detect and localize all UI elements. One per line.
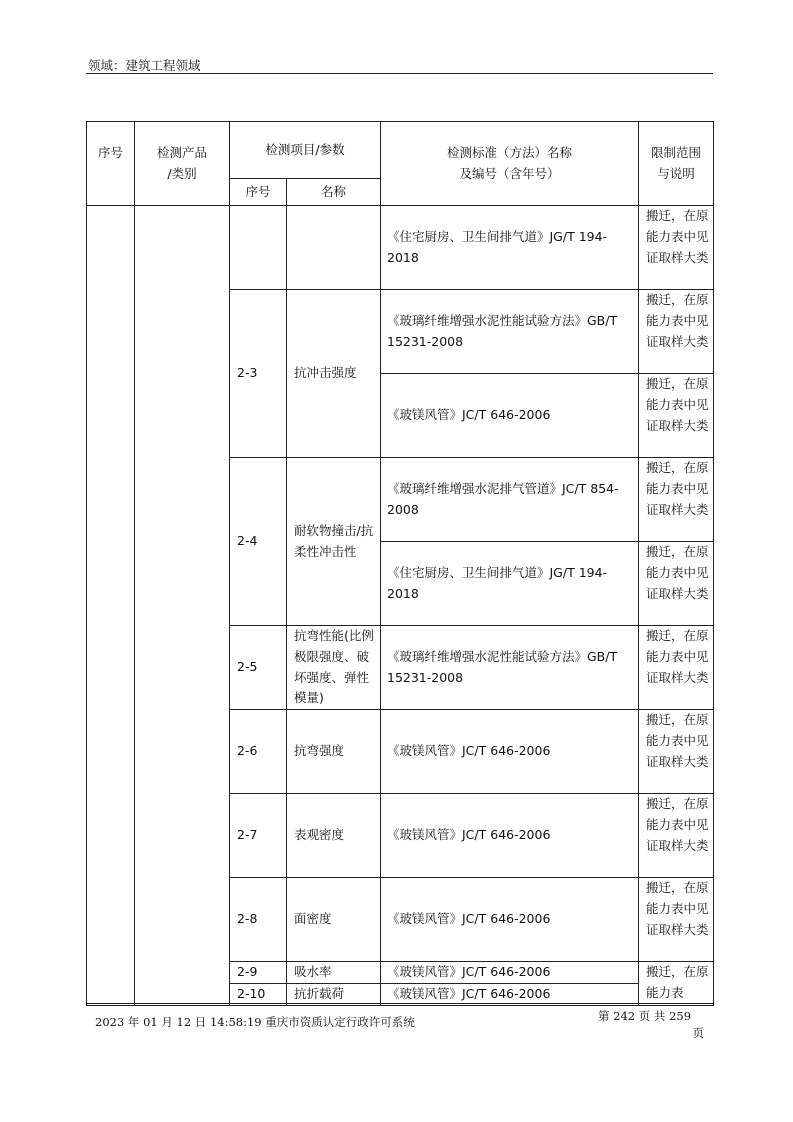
seq-cell-empty — [87, 206, 135, 1006]
item-name: 抗折载荷 — [287, 983, 381, 1005]
item-seq: 2-9 — [230, 962, 287, 984]
item-seq: 2-5 — [230, 626, 287, 710]
standard-cell: 《玻镁风管》JC/T 646-2006 — [381, 374, 639, 458]
note-cell: 搬迁，在原能力表中见证取样大类 — [639, 626, 714, 710]
standard-cell: 《玻璃纤维增强水泥性能试验方法》GB/T 15231-2008 — [381, 290, 639, 374]
standard-cell: 《玻镁风管》JC/T 646-2006 — [381, 962, 639, 984]
header-standard: 检测标准（方法）名称 及编号（含年号） — [381, 122, 639, 206]
item-seq: 2-8 — [230, 878, 287, 962]
header-item-seq: 序号 — [230, 179, 287, 206]
page-number-line1: 第 242 页 共 259 — [598, 1009, 692, 1023]
item-name: 抗弯性能(比例极限强度、破坏强度、弹性模量) — [287, 626, 381, 710]
item-seq: 2-10 — [230, 983, 287, 1005]
note-cell: 搬迁，在原能力表中见证取样大类 — [639, 374, 714, 458]
item-name — [287, 206, 381, 290]
note-cell: 搬迁，在原能力表中见证取样大类 — [639, 458, 714, 542]
note-cell: 搬迁，在原能力表中见证取样大类 — [639, 878, 714, 962]
item-name: 面密度 — [287, 878, 381, 962]
standard-cell: 《玻璃纤维增强水泥性能试验方法》GB/T 15231-2008 — [381, 626, 639, 710]
standard-cell: 《玻镁风管》JC/T 646-2006 — [381, 983, 639, 1005]
item-seq: 2-3 — [230, 290, 287, 458]
item-seq: 2-6 — [230, 710, 287, 794]
header-product: 检测产品 /类别 — [135, 122, 230, 206]
item-name: 抗弯强度 — [287, 710, 381, 794]
footer-timestamp-system: 2023 年 01 月 12 日 14:58:19 重庆市资质认定行政许可系统 — [95, 1015, 415, 1029]
item-seq: 2-7 — [230, 794, 287, 878]
product-cell-empty — [135, 206, 230, 1006]
footer-rule — [86, 1003, 713, 1004]
capability-table — [86, 121, 714, 1006]
item-seq — [230, 206, 287, 290]
header-rule — [86, 73, 713, 74]
note-cell: 搬迁，在原能力表中见证取样大类 — [639, 710, 714, 794]
page-number-line2: 页 — [692, 1026, 704, 1040]
item-seq: 2-4 — [230, 458, 287, 626]
note-cell: 搬迁，在原能力表中见证取样大类 — [639, 794, 714, 878]
table-row — [87, 206, 714, 290]
header-seq: 序号 — [87, 122, 135, 206]
footer-page-number — [598, 1008, 704, 1042]
standard-cell: 《住宅厨房、卫生间排气道》JG/T 194-2018 — [381, 542, 639, 626]
standard-cell: 《玻镁风管》JC/T 646-2006 — [381, 794, 639, 878]
standard-cell: 《玻镁风管》JC/T 646-2006 — [381, 878, 639, 962]
note-cell: 搬迁，在原能力表中见证取样大类 — [639, 206, 714, 290]
header-item-param: 检测项目/参数 — [230, 122, 381, 179]
item-name: 抗冲击强度 — [287, 290, 381, 458]
item-name: 耐软物撞击/抗柔性冲击性 — [287, 458, 381, 626]
standard-cell: 《玻镁风管》JC/T 646-2006 — [381, 710, 639, 794]
standard-cell: 《住宅厨房、卫生间排气道》JG/T 194-2018 — [381, 206, 639, 290]
item-name: 表观密度 — [287, 794, 381, 878]
header-item-name: 名称 — [287, 179, 381, 206]
note-cell: 搬迁，在原能力表中见证取样大类 — [639, 542, 714, 626]
standard-cell: 《玻璃纤维增强水泥排气管道》JC/T 854-2008 — [381, 458, 639, 542]
note-cell: 搬迁，在原能力表中见证取样大类 — [639, 290, 714, 374]
note-cell: 搬迁，在原能力表 — [639, 962, 714, 1006]
header-domain-label: 领域：建筑工程领域 — [88, 58, 201, 73]
item-name: 吸水率 — [287, 962, 381, 984]
header-limit: 限制范围 与说明 — [639, 122, 714, 206]
